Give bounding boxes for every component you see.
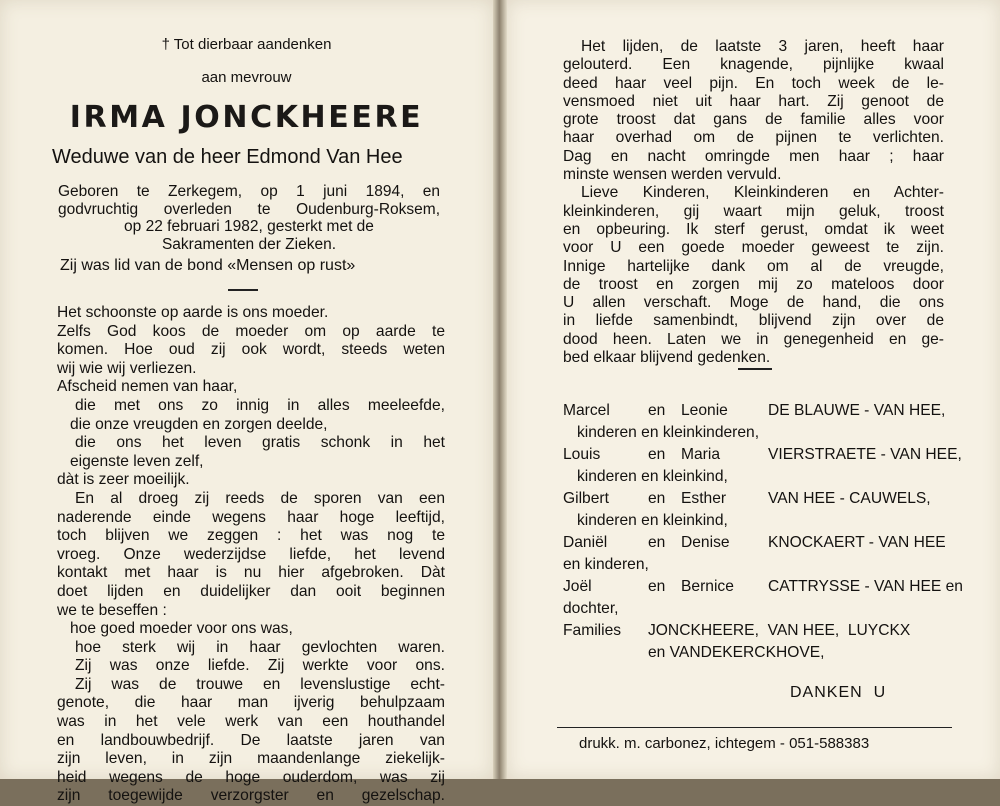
text-line xyxy=(563,331,944,349)
family-conjunction: en xyxy=(648,490,666,507)
card-fold xyxy=(493,0,507,779)
family-descendants-text: en kinderen, xyxy=(563,556,649,573)
text-line-content: deed haar veel pijn. En toch week de le- xyxy=(563,74,944,92)
family-conjunction: en xyxy=(648,402,666,419)
to-mrs-line: aan mevrouw xyxy=(201,69,292,86)
text-line-content: voor U een goede moeder geweest te zijn. xyxy=(563,239,944,257)
text-line xyxy=(57,471,445,490)
text-line xyxy=(57,787,445,806)
family-list xyxy=(563,402,963,666)
family-descendants xyxy=(563,468,948,490)
family-descendants xyxy=(563,644,948,666)
family-entry xyxy=(563,622,948,644)
text-line-content: minste wensen werden vervuld. xyxy=(563,166,782,184)
text-line-content: genote, die haar man ijverig behulpzaam xyxy=(57,694,445,712)
text-line xyxy=(563,111,944,129)
widow-line: Weduwe van de heer Edmond Van Hee xyxy=(52,146,403,168)
text-line-content: we te beseffen : xyxy=(57,601,167,619)
text-line xyxy=(57,304,445,323)
text-line-content: wij wie wij verliezen. xyxy=(57,359,197,377)
family-descendants-text: en VANDEKERCKHOVE, xyxy=(648,644,825,661)
birth-death-block xyxy=(58,183,440,253)
family-surname: VIERSTRAETE - VAN HEE, xyxy=(768,446,962,463)
text-line-content: hoe sterk wij in haar gevlochten waren. xyxy=(75,638,445,656)
text-line-content: hoe goed moeder voor ons was, xyxy=(57,620,293,638)
text-line-content: dàt is zeer moeilijk. xyxy=(57,471,190,489)
text-line-content: vroeg. Onze wederzijdse liefde, het levend xyxy=(57,545,445,563)
text-line-content: U allen verschaft. Moge de hand, die ons xyxy=(563,294,944,312)
text-line-content: Zelfs God koos de moeder om op aarde te xyxy=(57,322,445,340)
family-partner-name: Leonie xyxy=(681,402,728,419)
text-line xyxy=(57,416,445,435)
family-first-name: Marcel xyxy=(563,402,610,419)
text-line xyxy=(57,694,445,713)
text-line-content: dood heen. Laten we in genegenheid en ge- xyxy=(563,330,944,348)
family-partner-name: Maria xyxy=(681,446,720,463)
family-descendants-text: kinderen en kleinkind, xyxy=(577,512,728,529)
family-entry xyxy=(563,402,948,424)
text-line-content: Zij was onze liefde. Zij werkte voor ons. xyxy=(75,657,445,675)
text-line-content: bed elkaar blijvend gedenken. xyxy=(563,349,771,367)
text-line-content: En al droeg zij reeds de sporen van een xyxy=(75,489,445,507)
family-conjunction: en xyxy=(648,446,666,463)
family-conjunction: en xyxy=(648,534,666,551)
family-first-name: Louis xyxy=(563,446,601,463)
family-descendants xyxy=(563,512,948,534)
text-line xyxy=(57,713,445,732)
family-surname: VAN HEE - CAUWELS, xyxy=(768,490,931,507)
text-line xyxy=(563,258,944,276)
text-line xyxy=(563,38,944,56)
text-line-content: en opbeuring. Ik sterf gerust, omdat ik weet xyxy=(563,220,944,238)
text-line-content: Afscheid nemen van haar, xyxy=(57,378,238,396)
text-line xyxy=(57,732,445,751)
family-surname: JONCKHEERE, VAN HEE, LUYCKX xyxy=(648,622,911,639)
family-entry xyxy=(563,534,948,556)
family-first-name: Daniël xyxy=(563,534,608,551)
text-line xyxy=(563,221,944,239)
text-line-content: haar overhad om de pijnen te verlichten. xyxy=(563,129,944,147)
text-line-content: Het schoonste op aarde is ons moeder. xyxy=(57,304,329,321)
family-first-name: Gilbert xyxy=(563,490,609,507)
deceased-name: IRMA JONCKHEERE xyxy=(69,100,424,135)
separator-dash xyxy=(738,368,772,370)
text-line-content: vensmoed niet uit haar hart. Zij genoot de xyxy=(563,92,944,110)
text-line-content: de troost en zorgen mij zo mateloos door xyxy=(563,275,944,293)
text-line xyxy=(57,657,445,676)
text-line-content: zijn leven, in zijn maandenlange ziekelijk- xyxy=(57,750,445,768)
text-line xyxy=(57,323,445,342)
right-page xyxy=(507,0,1000,779)
text-line-content: die met ons zo innig in alles meeleefde, xyxy=(75,396,445,414)
birth-line: Geboren te Zerkegem, op 1 juni 1894, en xyxy=(58,183,440,200)
text-line-content: grote troost dat gans de familie alles voor xyxy=(563,111,944,129)
family-entry xyxy=(563,578,963,600)
text-line xyxy=(57,546,445,565)
text-line-content: naderende einde wegens haar hoge leeftijd, xyxy=(57,508,445,526)
family-descendants xyxy=(563,556,948,578)
text-line-content: Zij was de trouwe en levenslustige echt- xyxy=(75,675,445,693)
text-line xyxy=(563,203,944,221)
family-surname: KNOCKAERT - VAN HEE xyxy=(768,534,946,551)
text-line xyxy=(57,341,445,360)
text-line xyxy=(57,564,445,583)
text-line xyxy=(563,129,944,147)
text-line xyxy=(563,184,944,202)
printer-line: drukk. m. carbonez, ichtegem - 051-588383 xyxy=(579,735,870,752)
left-page xyxy=(0,0,493,805)
family-first-name: Joël xyxy=(563,578,592,595)
text-line-content: Het lijden, de laatste 3 jaren, heeft haar xyxy=(581,38,944,55)
text-line xyxy=(563,349,944,367)
text-line xyxy=(563,148,944,166)
text-line xyxy=(57,769,445,788)
family-surname: DE BLAUWE - VAN HEE, xyxy=(768,402,946,419)
text-line xyxy=(57,378,445,397)
text-line-content: in liefde samenbindt, blijvend zijn over de xyxy=(563,312,944,330)
text-line-content: toch blijven we zeggen : het was nog te xyxy=(57,527,445,545)
text-line xyxy=(563,239,944,257)
birth-line: op 22 februari 1982, gesterkt met de xyxy=(124,218,374,236)
text-line xyxy=(57,434,445,453)
text-line xyxy=(57,490,445,509)
text-line xyxy=(57,453,445,472)
text-line xyxy=(563,294,944,312)
family-partner-name: Esther xyxy=(681,490,727,507)
family-entry xyxy=(563,490,948,512)
text-line xyxy=(563,75,944,93)
text-line-content: zijn toegewijde verzorgster en gezelschap. xyxy=(57,787,445,805)
printer-rule xyxy=(557,727,952,728)
text-line-content: kontakt met haar is nu hier afgebroken. Dàt xyxy=(57,564,445,582)
family-conjunction: en xyxy=(648,578,666,595)
text-line-content: die ons het leven gratis schonk in het xyxy=(75,434,445,452)
text-line xyxy=(57,527,445,546)
text-line xyxy=(57,602,445,621)
text-line xyxy=(563,56,944,74)
family-partner-name: Bernice xyxy=(681,578,734,595)
family-descendants-text: kinderen en kleinkinderen, xyxy=(577,424,760,441)
birth-line: Sakramenten der Zieken. xyxy=(161,235,337,253)
text-line xyxy=(57,509,445,528)
text-line-content: Innige hartelijke dank om al de vreugde, xyxy=(563,257,944,275)
text-line-content: was in het vele werk van een houthandel xyxy=(57,713,445,731)
text-line xyxy=(57,360,445,379)
text-line-content: gelouterd. Een knagende, pijnlijke kwaal xyxy=(563,56,944,74)
text-line-content: Dag en nacht omringde men haar ; haar xyxy=(563,147,944,165)
text-line xyxy=(57,639,445,658)
birth-line: godvruchtig overleden te Oudenburg-Roksem, xyxy=(58,200,440,218)
farewell-text xyxy=(563,38,944,367)
separator-dash xyxy=(228,289,258,291)
text-line-content: eigenste leven zelf, xyxy=(57,452,204,470)
text-line xyxy=(57,397,445,416)
text-line xyxy=(57,676,445,695)
text-line xyxy=(563,312,944,330)
text-line xyxy=(57,750,445,769)
text-line xyxy=(563,276,944,294)
text-line-content: heid wegens de hoge ouderdom, was zij xyxy=(57,768,445,786)
text-line xyxy=(563,93,944,111)
family-first-name: Families xyxy=(563,622,622,639)
text-line-content: en landbouwbedrijf. De laatste jaren van xyxy=(57,731,445,749)
opening-line: † Tot dierbaar aandenken xyxy=(161,36,332,53)
family-partner-name: Denise xyxy=(681,534,730,551)
text-line-content: Lieve Kinderen, Kleinkinderen en Achter- xyxy=(581,184,944,202)
family-descendants xyxy=(563,600,948,622)
eulogy-text xyxy=(57,304,445,806)
text-line-content: doet lijden en duidelijker dan ooit beginnen xyxy=(57,582,445,600)
text-line-content: komen. Hoe oud zij ook wordt, steeds weten xyxy=(57,341,445,359)
text-line xyxy=(563,166,944,184)
text-line xyxy=(57,583,445,602)
thanks-line: DANKEN U xyxy=(790,684,887,701)
text-line-content: die onze vreugden en zorgen deelde, xyxy=(57,415,328,433)
text-line-content: kleinkinderen, gij waart mijn geluk, troost xyxy=(563,202,944,220)
family-surname: CATTRYSSE - VAN HEE en xyxy=(768,578,963,595)
family-descendants xyxy=(563,424,948,446)
family-entry xyxy=(563,446,962,468)
family-descendants-text: dochter, xyxy=(563,600,619,617)
family-descendants-text: kinderen en kleinkind, xyxy=(577,468,728,485)
member-line: Zij was lid van de bond «Mensen op rust» xyxy=(60,257,356,274)
text-line xyxy=(57,620,445,639)
